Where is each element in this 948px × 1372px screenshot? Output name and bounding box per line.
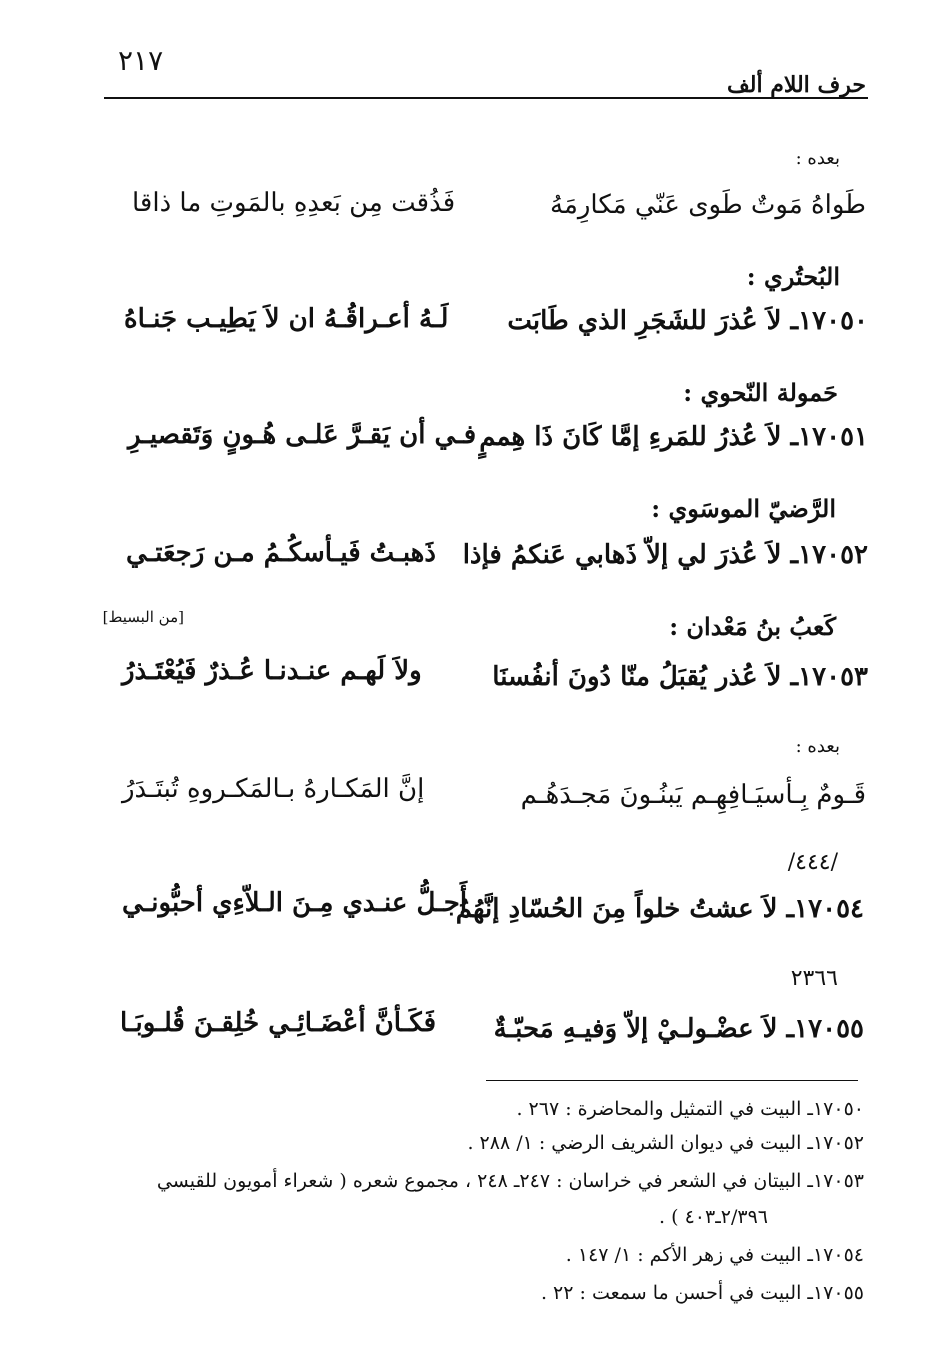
footnote: ١٧٠٥٥ـ البيت في أحسن ما سمعت : ٢٢ . (540, 1282, 864, 1304)
footnote: ١٧٠٥٠ـ البيت في التمثيل والمحاضرة : ٢٦٧ . (516, 1098, 864, 1120)
footnote: ١٧٠٥٢ـ البيت في ديوان الشريف الرضي : ١/ ٢٨٨ . (467, 1132, 864, 1154)
verse-second-hemistich: ذَهبـتُ فَيـأسكُـمُ مـن رَجعَتـي (126, 538, 436, 568)
verse-second-hemistich: فَكَـأنَّ أعْضَـائِـي خُلِقـنَ قُلـوبَـا (120, 1008, 437, 1038)
poet-name: الرَّضيّ الموسَوي : (651, 494, 836, 523)
verse-second-hemistich: لَـهُ أعـراقُـهُ ان لاَ يَطِيـب جَنـاهُ (124, 304, 449, 334)
verse-second-hemistich: فَذُقت مِن بَعدِهِ بالمَوتِ ما ذاقا (132, 188, 456, 218)
manuscript-page-marker: /٤٤٤/ (787, 850, 838, 875)
verse-first-hemistich: ١٧٠٥٣ـ لاَ عُذر يُقبَلُ منّا دُونَ أنفُسنَا (492, 662, 868, 692)
footnote-continuation: ٢/٣٩٦ـ٤٠٣ ) . (659, 1206, 768, 1228)
poet-name: حَمولة النّحوي : (683, 378, 838, 407)
verse-first-hemistich: ١٧٠٥٥ـ لاَ عضْـولـيْ إلاّ وَفيـهِ مَحبّـةٌ (493, 1014, 864, 1044)
verse-first-hemistich: ١٧٠٥٢ـ لاَ عُذرَ لي إلاّ ذَهابي عَنكمُ فإذا (462, 540, 868, 570)
page-number: ٢١٧ (118, 44, 164, 77)
verse-first-hemistich: ١٧٠٥١ـ لاَ عُذرُ للمَرءِ إمَّا كَانَ ذَا هِممٍ (479, 422, 868, 452)
verse-first-hemistich: قَـومٌ بِـأسيَـافِهِـم يَبنُـونَ مَجـدَهُـم (520, 780, 866, 810)
running-head: حرف اللام ألف (726, 72, 866, 98)
verse-second-hemistich: ولاَ لَهـم عنـدنـا عُـذرٌ فَيُعْتَـذرُ (122, 656, 422, 686)
entry-count-marker: ٢٣٦٦ (790, 966, 838, 991)
header-rule (104, 97, 868, 99)
verse-first-hemistich: ١٧٠٥٤ـ لاَ عشتُ خلواً مِنَ الحُسّادِ إنَّهُمُ (455, 894, 864, 924)
continuation-note: بعده : (795, 736, 840, 757)
footnote: ١٧٠٥٣ـ البيتان في الشعر في خراسان : ٢٤٧ـ ٢٤٨ ، مجموع شعره ( شعراء أمويون للقيسي (156, 1170, 864, 1192)
footnote-rule (486, 1080, 858, 1081)
verse-second-hemistich: أَجـلُّ عنـدي مِـنَ الـلاّءِي أحبُّونـي (122, 888, 468, 918)
poet-name: كَعبُ بنُ مَعْدان : (669, 612, 836, 641)
verse-first-hemistich: ١٧٠٥٠ـ لاَ عُذرَ للشَجَرِ الذي طَابَت (507, 306, 868, 336)
continuation-note: بعده : (795, 148, 840, 169)
verse-first-hemistich: طَواهُ مَوتٌ طَوى عَنّي مَكارِمَهُ (550, 190, 866, 220)
poet-name: البُحتُري : (746, 262, 840, 291)
verse-second-hemistich: فـي أن يَقـرَّ عَلـى هُـونٍ وَتَقصيـرِ (128, 420, 477, 450)
meter-label: [من البسيط] (102, 608, 184, 626)
verse-second-hemistich: إنَّ المَكـارهُ بـالمَكـروهِ تُبتَـدَرُ (122, 774, 425, 804)
footnote: ١٧٠٥٤ـ البيت في زهر الأكم : ١/ ١٤٧ . (565, 1244, 864, 1266)
